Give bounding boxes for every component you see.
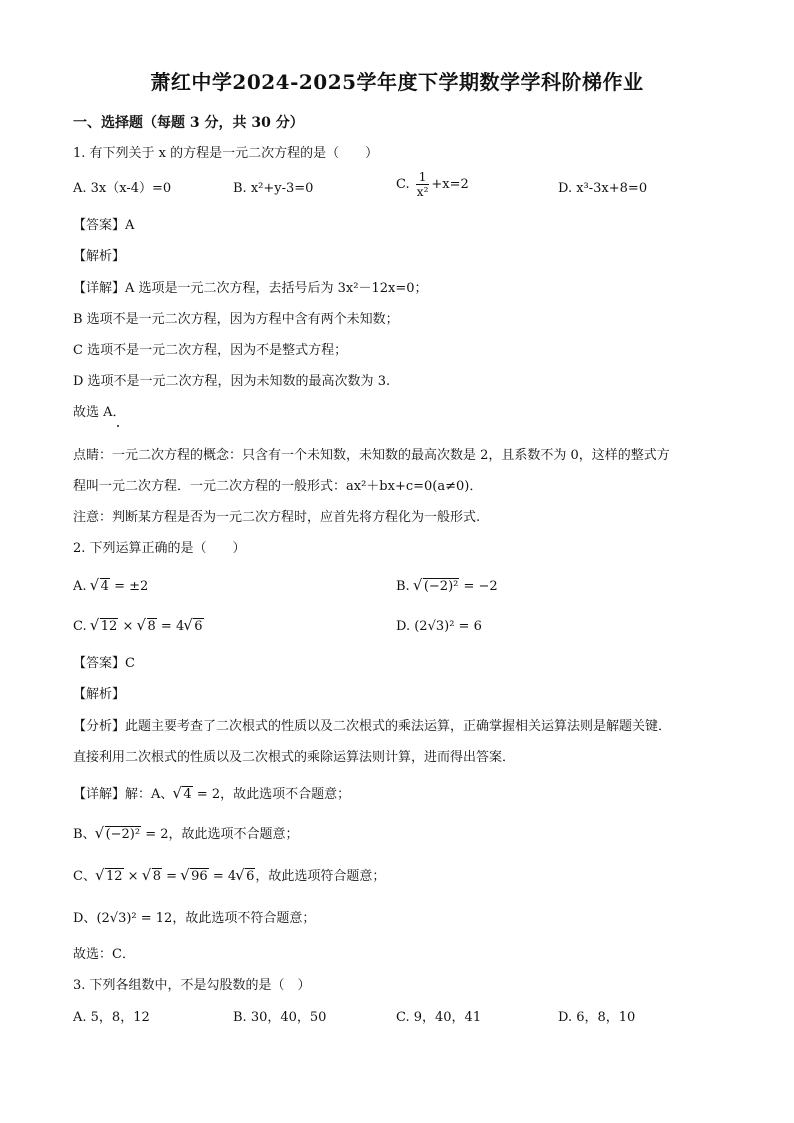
q2-detail-b [73,826,299,844]
q2-stem: 2. 下列运算正确的是（ ） [73,541,246,556]
q1-option-b: B. x²+y-3=0 [233,181,314,196]
q2-detail-c [73,868,385,886]
q2-fenxi-line-1: 【分析】此题主要考查了二次根式的性质以及二次根式的乘法运算，正确掌握相关运算法则是解题关键． [73,719,672,734]
q1-note: 注意：判断某方程是否为一元二次方程时，应首先将方程化为一般形式. [73,510,481,525]
sqrt-symbol [174,786,192,804]
times-sign: × [127,869,139,884]
q1-detail-b: B 选项不是一元二次方程，因为方程中含有两个未知数； [73,312,399,327]
q1-tip-line-1: 点睛：一元二次方程的概念：只含有一个未知数，未知数的最高次数是 2，且系数不为 0，这样的整式方 [73,448,670,463]
q2-option-c [73,618,204,636]
q2-detail-d-tail: ，故此选项不符合题意； [172,911,316,926]
q3-option-a: A. 5，8，12 [73,1010,150,1025]
sqrt-symbol [144,868,162,886]
sqrt-symbol [415,578,460,596]
q2-option-a-radicand: 4 [100,579,109,594]
q1-detail-d: D 选项不是一元二次方程，因为未知数的最高次数为 3. [73,374,391,389]
q2-detail-c-tail: ，故此选项符合题意； [255,869,386,884]
q2-detail-a-radicand: 4 [183,787,192,802]
q2-option-c-mid: = 4 [160,619,185,634]
q2-option-b [396,578,498,596]
q2-detail-d-prefix: D、 [73,911,97,926]
q1-option-c [396,170,469,199]
q2-detail-a-prefix: 【详解】解：A、 [73,787,174,802]
q1-analysis-label: 【解析】 [73,249,126,264]
sqrt-symbol [237,868,255,886]
q2-detail-a [73,786,350,804]
q2-option-c-radicand-1: 12 [100,619,118,634]
q2-detail-c-prefix: C、 [73,869,96,884]
q2-detail-b-prefix: B、 [73,827,96,842]
q3-option-c: C. 9，40，41 [396,1010,482,1025]
sqrt-symbol [92,618,119,636]
stray-dot [117,425,119,427]
sqrt-symbol [182,868,209,886]
q1-answer: 【答案】A [73,218,135,233]
q3-option-d: D. 6，8，10 [558,1010,636,1025]
times-sign: × [122,619,134,634]
sqrt-symbol [97,868,124,886]
q2-option-d [396,618,482,636]
q2-detail-c-mid: = 4 [212,869,237,884]
sqrt-symbol [139,618,157,636]
q2-detail-c-radicand-3: 96 [191,869,208,884]
page-title: 萧红中学2024-2025学年度下学期数学学科阶梯作业 [150,70,644,94]
q2-detail-d-expression: (2√3)² = 12 [96,911,173,926]
q1-detail: 【详解】A 选项是一元二次方程，去括号后为 3x²－12x=0； [73,281,428,296]
q2-option-d-label: D. [396,619,411,634]
section-heading: 一、选择题（每题 3 分，共 30 分） [73,115,304,131]
q1-choose: 故选 A． [73,405,126,420]
q2-option-a-tail: = ±2 [114,579,149,594]
q1-option-c-fraction [416,170,430,199]
q2-answer: 【答案】C [73,656,135,671]
q1-option-c-label: C. [396,177,410,192]
sqrt-symbol [97,826,142,844]
q2-option-a [73,578,148,596]
q2-option-b-radicand: (−2)² [423,579,459,594]
q2-analysis-label: 【解析】 [73,687,126,702]
q1-option-c-tail: +x=2 [431,177,469,192]
q2-option-c-radicand-2: 8 [147,619,156,634]
q2-option-c-radicand-3: 6 [194,619,203,634]
q2-detail-a-tail: = 2，故此选项不合题意； [196,787,351,802]
q2-option-b-label: B. [396,579,410,594]
q1-stem: 1. 有下列关于 x 的方程是一元二次方程的是（ ） [73,146,379,161]
q2-option-d-expression: (2√3)² = 6 [414,619,482,634]
q2-option-c-label: C. [73,619,87,634]
q1-option-c-denominator: x² [416,185,429,199]
q2-detail-c-radicand-1: 12 [105,869,123,884]
q2-option-b-tail: = −2 [463,579,498,594]
q3-stem: 3. 下列各组数中，不是勾股数的是（ ） [73,978,311,993]
q1-tip-line-2: 程叫一元二次方程．一元二次方程的一般形式：ax²＋bx+c=0(a≠0)． [73,479,483,494]
sqrt-symbol [92,578,110,596]
q1-option-d: D. x³-3x+8=0 [558,181,648,196]
q2-detail-b-radicand: (−2)² [105,827,141,842]
q2-detail-d [73,910,315,928]
q2-choose: 故选：C． [73,947,135,962]
equals-sign: = [166,869,178,884]
q2-detail-c-radicand-2: 8 [152,869,161,884]
sqrt-symbol [185,618,203,636]
q2-detail-b-tail: = 2，故此选项不合题意； [145,827,299,842]
q2-detail-c-radicand-4: 6 [246,869,255,884]
q1-detail-c: C 选项不是一元二次方程，因为不是整式方程； [73,343,348,358]
q2-fenxi-line-2: 直接利用二次根式的性质以及二次根式的乘除运算法则计算，进而得出答案． [73,750,516,765]
q2-option-a-label: A. [73,579,87,594]
q1-option-c-numerator: 1 [416,170,430,185]
q1-option-a: A. 3x（x-4）=0 [73,181,172,196]
q3-option-b: B. 30，40，50 [233,1010,327,1025]
